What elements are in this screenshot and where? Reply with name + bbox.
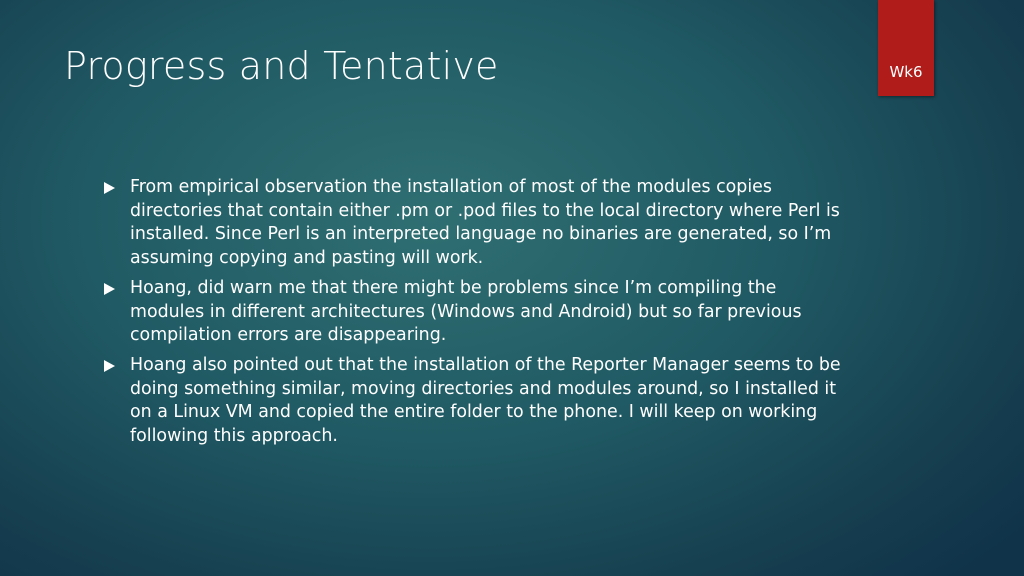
bullet-item	[104, 354, 849, 449]
week-badge	[878, 0, 934, 96]
bullet-text: Hoang also pointed out that the installation of the Reporter Manager seems to be doing something similar, moving directories and modules around, so I installed it on a Linux VM and copied the entire folder to the phone. I will keep on working following this approach.	[130, 354, 841, 447]
bullet-text: Hoang, did warn me that there might be problems since I’m compiling the modules in different architectures (Windows and Android) but so far previous compilation errors are disappearing.	[130, 277, 802, 346]
bullet-list	[104, 176, 849, 455]
triangle-right-icon	[104, 360, 115, 372]
triangle-right-icon	[104, 182, 115, 194]
bullet-item	[104, 176, 849, 271]
bullet-item	[104, 277, 849, 348]
bullet-text: From empirical observation the installation of most of the modules copies directories that contain either .pm or .pod files to the local directory where Perl is installed. Since Perl is an interpreted language no binaries are generated, so I’m assuming copying and pasting will work.	[130, 177, 840, 269]
week-badge-label: Wk6	[889, 63, 923, 81]
triangle-right-icon	[104, 283, 115, 295]
slide-title: Progress and Tentative	[64, 44, 499, 88]
